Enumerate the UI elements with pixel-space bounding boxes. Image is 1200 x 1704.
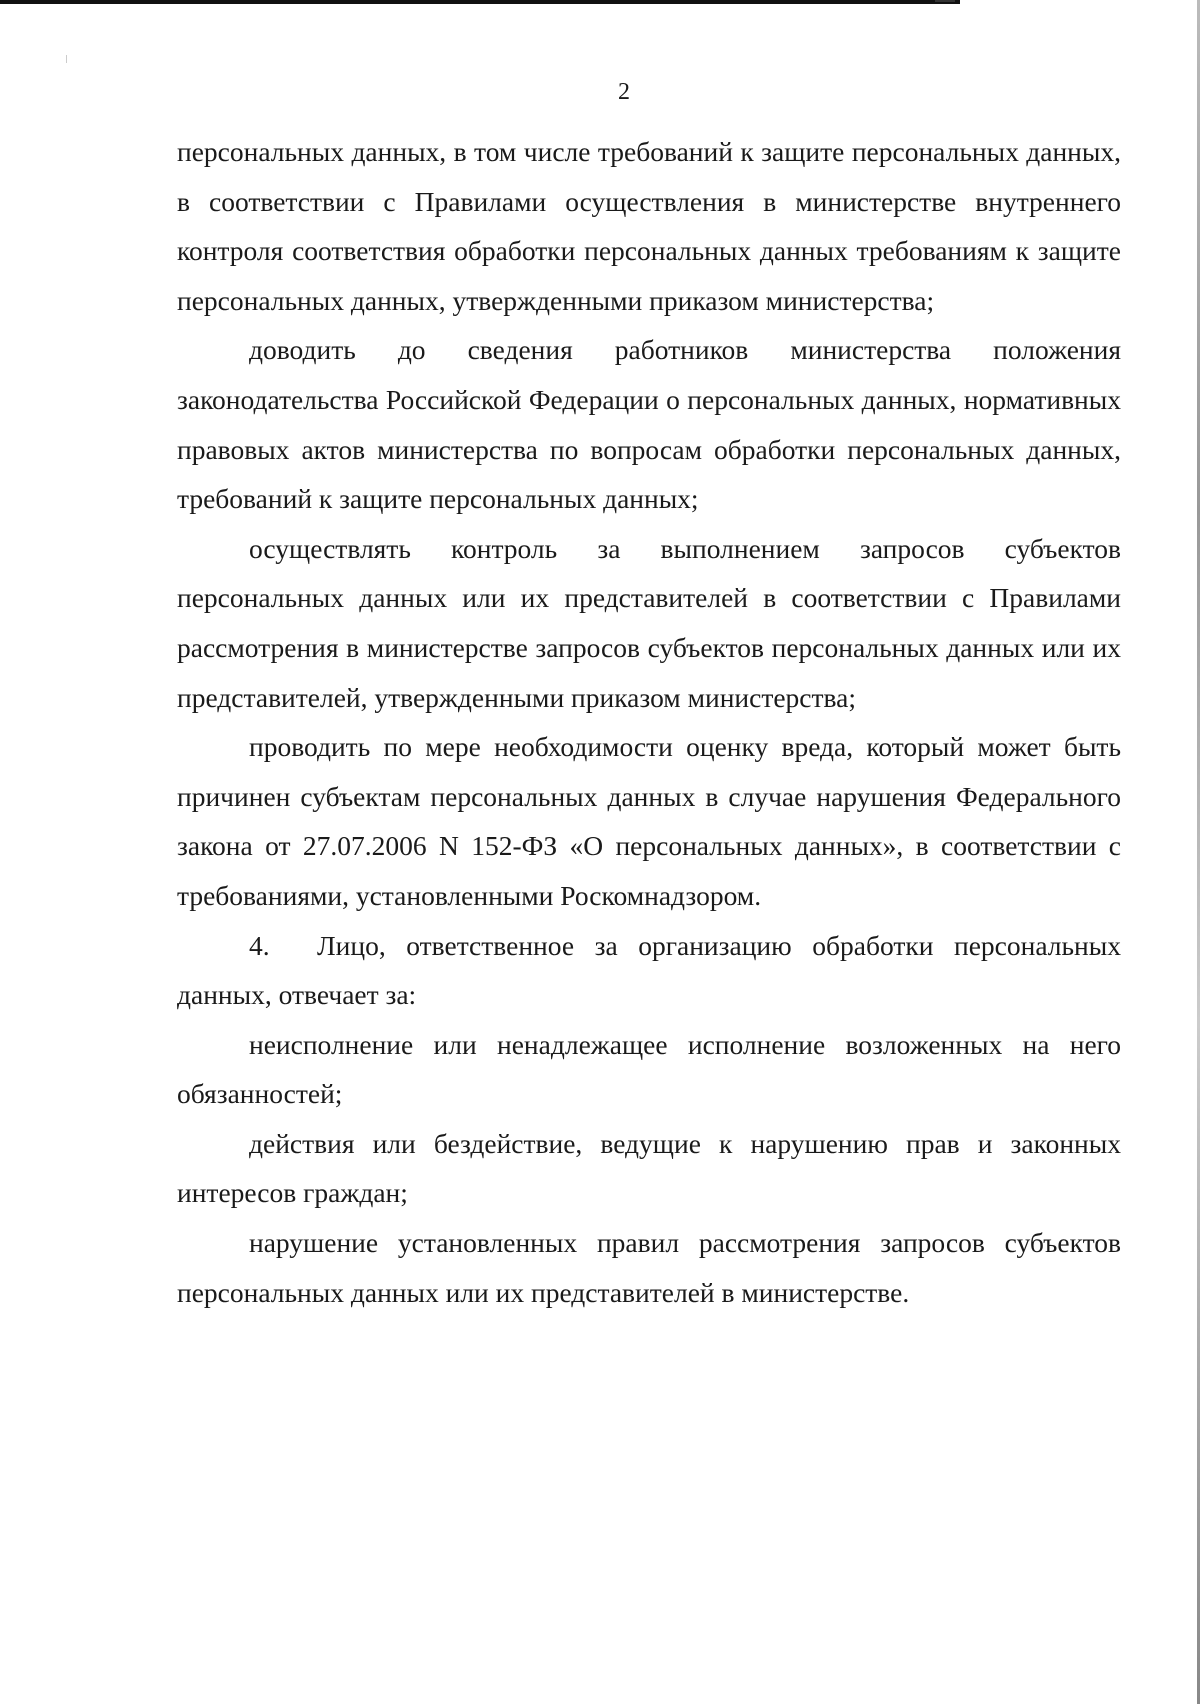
- item-4-paragraph: [177, 921, 1121, 1020]
- liability-item: нарушение установленных правил рассмотрения запросов субъектов персональных данных или их представителей в министерстве.: [177, 1227, 1121, 1308]
- item-4-number: 4.: [249, 929, 270, 961]
- document-body: [177, 127, 1121, 1317]
- liability-item: действия или бездействие, ведущие к нарушению прав и законных интересов граждан;: [177, 1127, 1121, 1209]
- scan-edge-top-mark: [935, 0, 955, 2]
- scan-edge-top: [0, 0, 960, 4]
- paragraph-inform-employees: доводить до сведения работников министерства положения законодательства Российской Федерации о персональных данных, нормативных правовых актов министерства по вопросам обработки персональных данных, требований к защите персональных данных;: [177, 334, 1121, 515]
- item-4-text: Лицо, ответственное за организацию обработки персональных данных, отвечает за:: [177, 929, 1121, 1011]
- scan-speck: [66, 55, 67, 63]
- paragraph-control-requests: осуществлять контроль за выполнением запросов субъектов персональных данных или их представителей в соответствии с Правилами рассмотрения в министерстве запросов субъектов персональных данных или их представителей, утвержденными приказом министерства;: [177, 532, 1121, 713]
- paragraph-harm-assessment: проводить по мере необходимости оценку вреда, который может быть причинен субъектам персональных данных в случае нарушения Федерального закона от 27.07.2006 N 152-ФЗ «О персональных данных», в соответствии с требованиями, установленными Роскомнадзором.: [177, 731, 1121, 911]
- liability-item: неисполнение или ненадлежащее исполнение возложенных на него обязанностей;: [177, 1028, 1121, 1110]
- page-number: 2: [618, 79, 630, 105]
- paragraph-continuation: персональных данных, в том числе требований к защите персональных данных, в соответствии с Правилами осуществления в министерстве внутреннего контроля соответствия обработки персональных данных требованиям к защите персональных данных, утвержденными приказом министерства;: [177, 136, 1121, 316]
